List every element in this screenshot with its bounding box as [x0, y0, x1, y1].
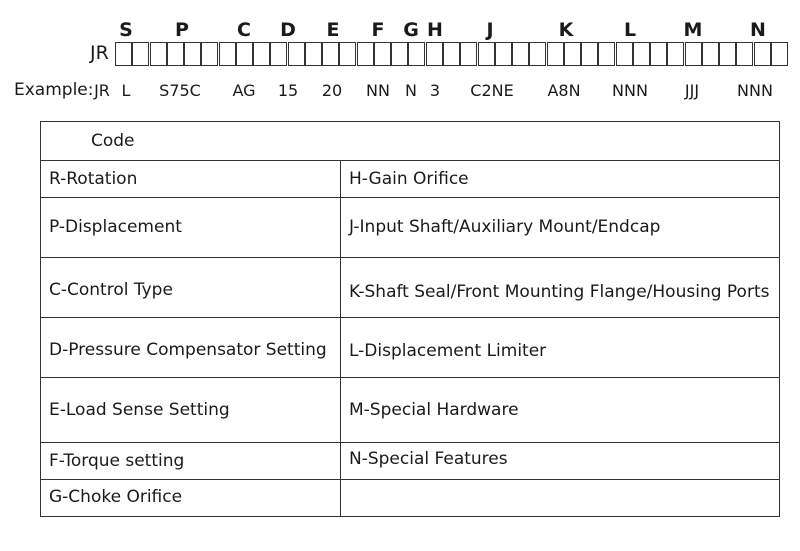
code-left-r: R-Rotation	[49, 169, 138, 189]
example-value: N	[405, 81, 417, 100]
example-value: A8N	[547, 81, 581, 100]
code-box	[443, 42, 460, 66]
code-box	[581, 42, 598, 66]
example-value: JR	[94, 81, 110, 100]
code-box	[219, 42, 236, 66]
example-value: 3	[429, 81, 441, 100]
code-box	[201, 42, 218, 66]
code-left-f: F-Torque setting	[49, 451, 185, 471]
example-value: AG	[232, 81, 256, 100]
code-box	[529, 42, 546, 66]
code-box	[426, 42, 443, 66]
code-left-p: P-Displacement	[49, 217, 182, 237]
code-box	[184, 42, 201, 66]
code-left-e: E-Load Sense Setting	[49, 400, 230, 420]
code-left-d: D-Pressure Compensator Setting	[49, 340, 327, 360]
code-box	[719, 42, 736, 66]
row-divider	[41, 257, 779, 258]
code-box	[339, 42, 356, 66]
code-box	[270, 42, 287, 66]
code-box	[685, 42, 702, 66]
letter-h: H	[427, 19, 443, 41]
code-box	[564, 42, 581, 66]
code-box	[167, 42, 184, 66]
code-right-n: N-Special Features	[349, 449, 508, 469]
letter-m: M	[683, 19, 703, 41]
code-box	[305, 42, 322, 66]
letter-e: E	[326, 19, 340, 41]
letter-k: K	[558, 19, 574, 41]
code-box	[374, 42, 391, 66]
code-box	[132, 42, 149, 66]
row-divider	[41, 479, 779, 480]
code-box	[547, 42, 564, 66]
code-box	[616, 42, 633, 66]
code-left-g: G-Choke Orifice	[49, 487, 183, 507]
letter-j: J	[486, 19, 494, 41]
letter-c: C	[237, 19, 251, 41]
code-box	[598, 42, 615, 66]
code-table	[40, 121, 780, 517]
table-title: Code	[91, 131, 135, 151]
code-box	[322, 42, 339, 66]
code-box	[236, 42, 253, 66]
code-box	[115, 42, 132, 66]
letter-f: F	[371, 19, 385, 41]
letter-l: L	[623, 19, 637, 41]
letter-n: N	[750, 19, 766, 41]
code-box	[288, 42, 305, 66]
example-value: NNN	[737, 81, 773, 100]
example-value: S75C	[159, 81, 201, 100]
column-divider	[340, 160, 341, 516]
example-value: NNN	[612, 81, 648, 100]
example-value: C2NE	[470, 81, 514, 100]
code-box	[736, 42, 753, 66]
code-box	[150, 42, 167, 66]
row-divider	[41, 377, 779, 378]
code-right-m: M-Special Hardware	[349, 400, 519, 420]
letter-s: S	[119, 19, 133, 41]
row-divider	[41, 160, 779, 161]
code-right-j: J-Input Shaft/Auxiliary Mount/Endcap	[349, 217, 661, 237]
letter-d: D	[280, 19, 296, 41]
code-box	[633, 42, 650, 66]
example-label: Example:	[14, 80, 94, 100]
code-right-l: L-Displacement Limiter	[349, 341, 547, 361]
code-box	[478, 42, 495, 66]
row-divider	[41, 442, 779, 443]
code-box	[754, 42, 771, 66]
code-box	[667, 42, 684, 66]
code-box	[702, 42, 719, 66]
example-value: 15	[277, 81, 299, 100]
code-box	[771, 42, 788, 66]
code-box	[460, 42, 477, 66]
code-box	[495, 42, 512, 66]
row-divider	[41, 317, 779, 318]
example-value: NN	[366, 81, 390, 100]
model-prefix: JR	[90, 42, 109, 64]
code-box	[408, 42, 425, 66]
code-left-c: C-Control Type	[49, 280, 173, 300]
example-value: L	[121, 81, 131, 100]
example-value: 20	[321, 81, 343, 100]
letter-p: P	[175, 19, 189, 41]
code-box	[512, 42, 529, 66]
letter-g: G	[403, 19, 419, 41]
code-right-k: K-Shaft Seal/Front Mounting Flange/Housing Ports	[349, 282, 770, 302]
code-box	[391, 42, 408, 66]
example-value: JJJ	[684, 81, 700, 100]
code-box	[650, 42, 667, 66]
code-box	[253, 42, 270, 66]
code-right-h: H-Gain Orifice	[349, 169, 469, 189]
code-box	[357, 42, 374, 66]
row-divider	[41, 197, 779, 198]
